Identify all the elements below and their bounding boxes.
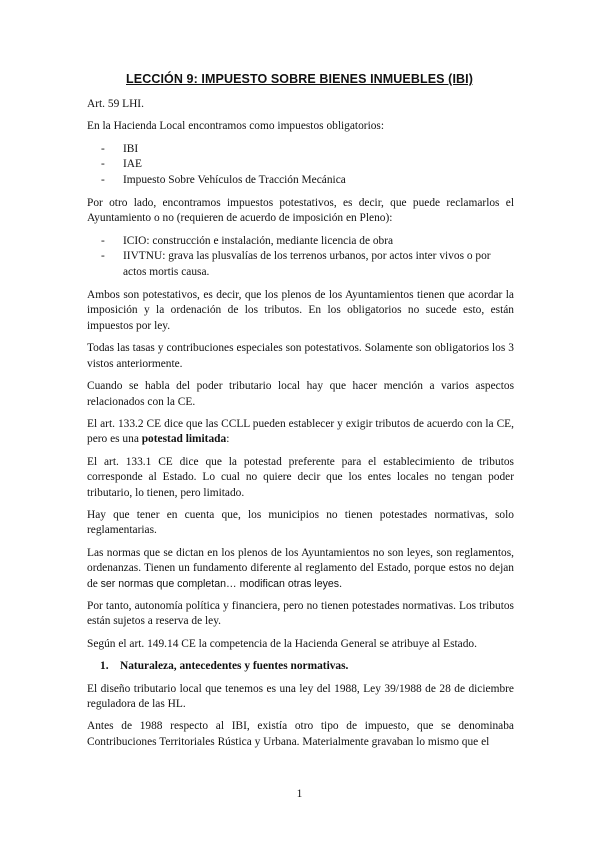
paragraph-potestad: El art. 133.2 CE dice que las CCLL pueden establecer y exigir tributos de acuerdo con la CE, pero es una potestad limitada: [87, 417, 514, 446]
mandatory-taxes-list [87, 142, 514, 188]
paragraph: Según el art. 149.14 CE la competencia de la Hacienda General se atribuye al Estado. [87, 637, 477, 650]
list-item: - IIVTNU: grava las plusvalías de los terrenos urbanos, por actos inter vivos o por actos mortis causa. [101, 250, 491, 278]
paragraph: Por tanto, autonomía política y financiera, pero no tienen potestades normativas. Los tributos están sujetos a reserva de ley. [87, 599, 514, 628]
page-number: 1 [296, 788, 303, 800]
lesson-title: LECCIÓN 9: IMPUESTO SOBRE BIENES INMUEBLES (IBI) [126, 72, 473, 86]
sans-fragment: ser normas que completan… modifican otras leyes [100, 577, 340, 590]
optional-taxes-list [87, 234, 514, 280]
paragraph-article: Art. 59 LHI. [87, 98, 144, 110]
paragraph-optional-intro: Por otro lado, encontramos impuestos potestativos, es decir, que puede reclamarlos el Ayuntamiento o no (requieren de acuerdo de imposición en Pleno): [87, 197, 514, 225]
paragraph: Ambos son potestativos, es decir, que los plenos de los Ayuntamientos tienen que acordar la imposición y la ordenación de los tributos. En los obligatorios no sucede esto, están impuestos por ley. [87, 289, 514, 332]
paragraph-normas: Las normas que se dictan en los plenos de los Ayuntamientos no son leyes, son reglamentos, ordenanzas. Tienen un fundamento diferente al reglamento del Estado, porque estos no dejan de ser normas que completan… modifican otras leyes. [87, 546, 514, 590]
paragraph: El art. 133.1 CE dice que la potestad preferente para el establecimiento de tributos corresponde al Estado. Lo cual no quiere decir que los entes locales no tengan poder tributario, lo tienen, pero limitado. [87, 455, 514, 499]
list-item: - ICIO: construcción e instalación, mediante licencia de obra [101, 234, 394, 247]
document-body [87, 97, 514, 757]
list-item: - IBI [101, 142, 139, 155]
list-item: - IAE [101, 158, 142, 171]
paragraph: El diseño tributario local que tenemos es una ley del 1988, Ley 39/1988 de 28 de diciembre reguladora de las HL. [87, 682, 514, 710]
list-item: - Impuesto Sobre Vehículos de Tracción Mecánica [101, 173, 346, 186]
section-heading: 1. Naturaleza, antecedentes y fuentes normativas. [100, 660, 349, 673]
paragraph: Todas las tasas y contribuciones especiales son potestativos. Solamente son obligatorios los 3 vistos anteriormente. [87, 342, 514, 370]
paragraph-mandatory-intro: En la Hacienda Local encontramos como impuestos obligatorios: [87, 120, 385, 133]
paragraph: Cuando se habla del poder tributario local hay que hacer mención a varios aspectos relacionados con la CE. [87, 380, 514, 408]
paragraph: Antes de 1988 respecto al IBI, existía otro tipo de impuesto, que se denominaba Contribuciones Territoriales Rústica y Urbana. Materialmente gravaban lo mismo que el [87, 720, 514, 748]
paragraph: Hay que tener en cuenta que, los municipios no tienen potestades normativas, solo reglamentarias. [87, 508, 514, 537]
bold-term: potestad limitada [141, 433, 227, 446]
